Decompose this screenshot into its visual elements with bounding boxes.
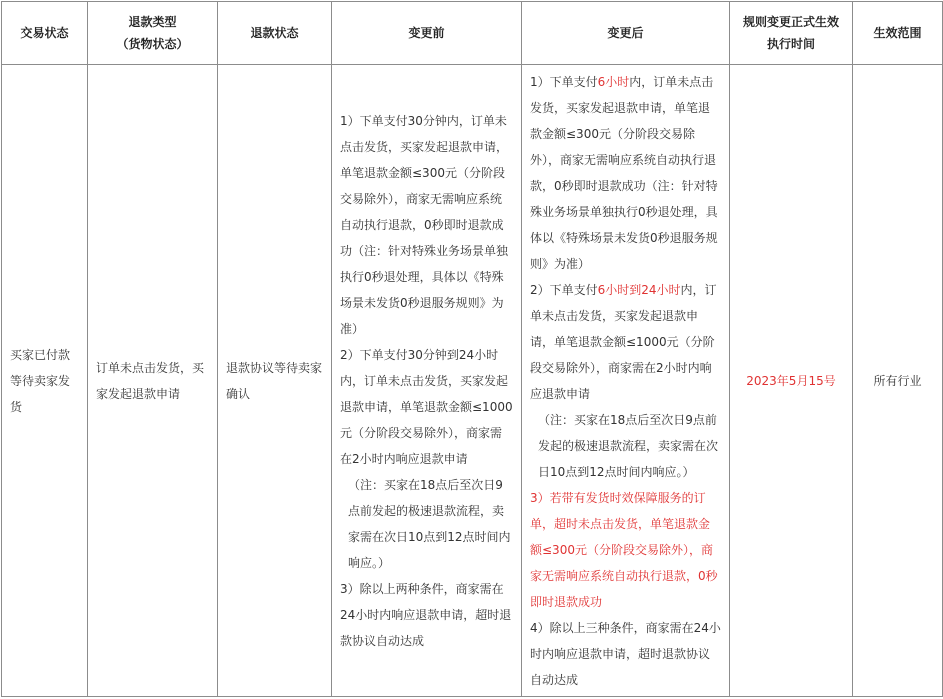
header-before: 变更前 [332, 2, 522, 65]
before-rule-2-note: （注：买家在18点后至次日9点前发起的极速退款流程，卖家需在次日10点到12点时间内响应。） [348, 477, 511, 570]
table-row [2, 65, 943, 697]
after-rule-3: 3）若带有发货时效保障服务的订单，超时未点击发货，单笔退款金额≤300元（分阶段交易除外），商家无需响应系统自动执行退款，0秒即时退款成功 [530, 490, 718, 609]
after-rule-1-end: 内，订单未点击发货，买家发起退款申请，单笔退款金额≤300元（分阶段交易除外），商家无需响应系统自动执行退款，0秒即时退款成功（注：针对特殊业务场景单独执行0秒退处理，具体以《特殊场景未发货0秒退服务规则》为准） [530, 74, 718, 271]
after-rule-4: 4）除以上三种条件，商家需在24小时内响应退款申请，超时退款协议自动达成 [530, 620, 721, 687]
header-refund-type [88, 2, 218, 65]
after-rule-2-end: 内，订单未点击发货，买家发起退款申请，单笔退款金额≤1000元（分阶段交易除外），商家需在2小时内响应退款申请 [530, 282, 717, 401]
before-rule-1: 1）下单支付30分钟内，订单未点击发货，买家发起退款申请，单笔退款金额≤300元（分阶段交易除外），商家无需响应系统自动执行退款，0秒即时退款成功（注：针对特殊业务场景单独执行0秒退处理，具体以《特殊场景未发货0秒退服务规则》为准） [340, 113, 509, 336]
header-row [2, 2, 943, 65]
header-refund-type-line1: 退款类型 [128, 15, 177, 29]
header-trade-status: 交易状态 [2, 2, 88, 65]
before-rule-3: 3）除以上两种条件，商家需在24小时内响应退款申请，超时退款协议自动达成 [340, 581, 512, 648]
cell-scope: 所有行业 [853, 65, 943, 697]
before-rule-2: 2）下单支付30分钟到24小时内，订单未点击发货，买家发起退款申请，单笔退款金额≤1000元（分阶段交易除外），商家需在2小时内响应退款申请 [340, 347, 513, 466]
cell-before [332, 65, 522, 697]
after-rule-1-start: 1）下单支付 [530, 74, 598, 89]
header-scope: 生效范围 [853, 2, 943, 65]
after-rule-1 [530, 69, 721, 277]
after-rule-2-start: 2）下单支付 [530, 282, 598, 297]
header-after: 变更后 [522, 2, 730, 65]
header-effective-time [730, 2, 853, 65]
header-refund-status: 退款状态 [218, 2, 332, 65]
header-refund-type-line2: （货物状态） [116, 37, 189, 51]
after-rule-1-highlight: 6小时 [597, 74, 630, 89]
cell-refund-status: 退款协议等待卖家确认 [218, 65, 332, 697]
after-rule-2-highlight: 6小时到24小时 [597, 282, 681, 297]
rule-change-table [1, 1, 943, 697]
cell-refund-type: 订单未点击发货，买家发起退款申请 [88, 65, 218, 697]
cell-trade-status: 买家已付款等待卖家发货 [2, 65, 88, 697]
header-effective-time-line1: 规则变更正式生效 [742, 15, 839, 29]
after-rule-2-note: （注：买家在18点后至次日9点前发起的极速退款流程，卖家需在次日10点到12点时间内响应。） [538, 412, 719, 479]
header-effective-time-line2: 执行时间 [766, 37, 815, 51]
cell-after [522, 65, 730, 697]
after-rule-2 [530, 277, 721, 407]
cell-effective-time: 2023年5月15号 [730, 65, 853, 697]
